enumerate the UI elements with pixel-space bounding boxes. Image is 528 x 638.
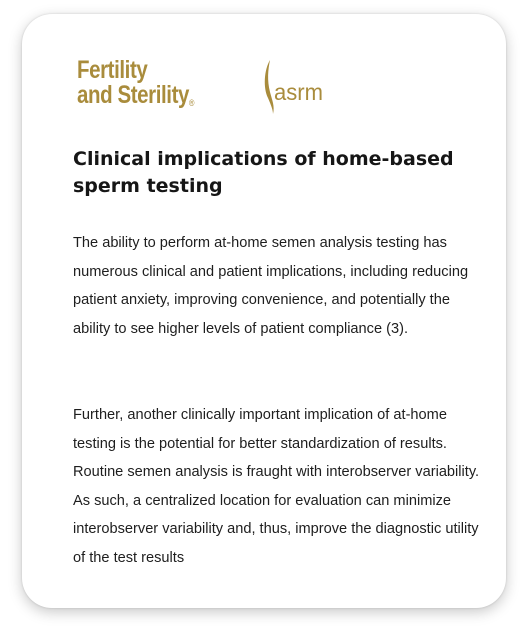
article-title: Clinical implications of home-based sperm testing <box>73 148 454 197</box>
journal-name-line2: and Sterility <box>77 81 190 109</box>
fertility-and-sterility-logo <box>77 58 194 116</box>
paragraph-1: The ability to perform at-home semen analysis testing has numerous clinical and patient implications, including reducing patient anxiety, improving convenience, and potentially the ability to see higher levels of patient compliance (3). <box>73 235 469 337</box>
logo-row <box>77 58 457 128</box>
content-card <box>22 14 506 608</box>
registered-mark: ® <box>189 98 195 108</box>
asrm-swoosh-icon <box>265 60 274 114</box>
asrm-wordmark: asrm <box>274 79 323 105</box>
journal-name-line1: Fertility <box>77 56 148 84</box>
asrm-logo <box>259 58 339 118</box>
paragraph-2: Further, another clinically important implication of at-home testing is the potential for better standardization of results. Routine semen analysis is fraught with interobserver variability. As such, a centralized location for evaluation can minimize interobserver variability and, thus, improve the diagnostic utility of the test results <box>73 407 480 566</box>
